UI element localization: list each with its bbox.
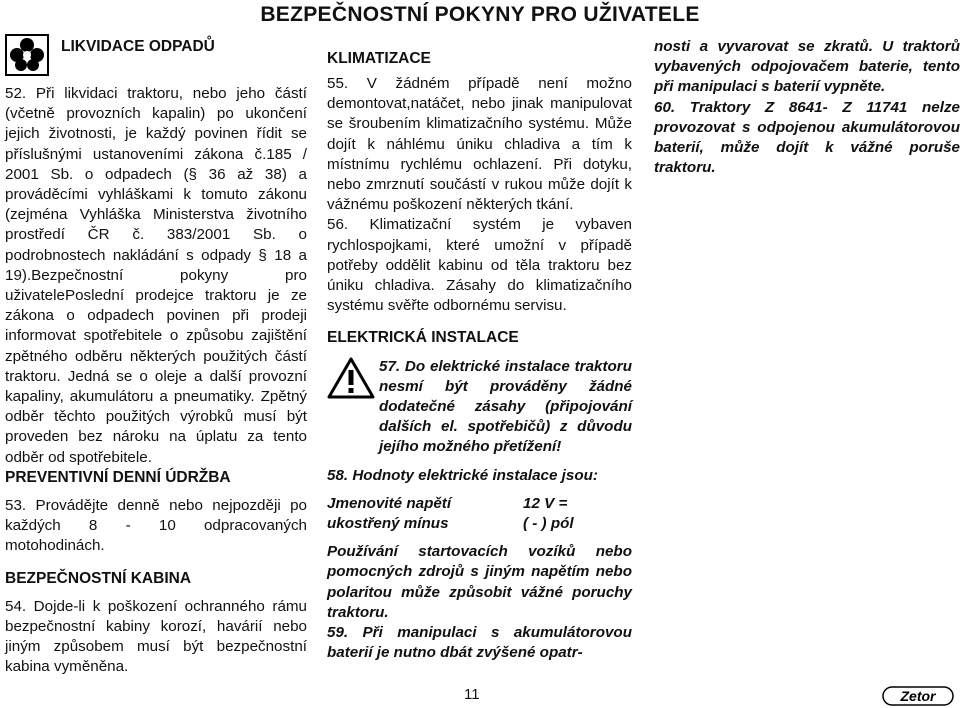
voltage-value: 12 V = [523,494,568,512]
warning-block [327,357,632,458]
page-number: 11 [464,686,480,703]
paragraph-60: 60. Traktory Z 8641- Z 11741 nelze provozovat s odpojenou akumulátorovou baterií, může dojít k vážné poruše traktoru. [654,98,960,177]
maintenance-heading: PREVENTIVNÍ DENNÍ ÚDRŽBA [5,468,231,486]
zetor-logo [882,686,954,706]
paragraph-59-continued: nosti a vyvarovat se zkratů. U traktorů vybavených odpojovačem baterie, tento při manipulaci s baterií vypněte. [654,38,960,96]
paragraph-59: 59. Při manipulaci s akumulátorovou baterií je nutno dbát zvýšené opatr- [327,624,632,662]
liquidation-header [5,34,305,76]
column-middle [327,74,632,663]
voltage-row [327,494,632,514]
cab-heading: BEZPEČNOSTNÍ KABINA [5,569,192,587]
electrical-heading: ELEKTRICKÁ INSTALACE [327,329,519,347]
start-carts-warning: Používání startovacích vozíků nebo pomocných zdrojů s jiným napětím nebo polaritou může způsobit vážné poruchy traktoru. [327,543,632,621]
paragraph-57: 57. Do elektrické instalace traktoru nesmí být prováděny žádné dodatečné zásahy (připojování dalších el. spotřebičů) z důvodu jejího možného přetížení! [379,357,632,456]
paragraph-55: 55. V žádném případě není možno demontovat,natáčet, nebo jinak manipulovat se šroubením klimatizačního systému. Může dojít k náhlému úniku chladiva a tím k místnímu rychlému ochlazení. Při dotyku, nebo zmrznutí součástí v rukou může dojít k vážnému poškození některých tkání. [327,75,632,214]
ground-value: ( - ) pól [523,515,574,533]
logo-text: Zetor [900,688,936,704]
ground-row [327,514,632,534]
warning-triangle-icon [327,357,375,399]
paragraph-54: 54. Dojde-li k poškození ochranného rámu bezpečnostní kabiny korozí, havárií nebo jiným způsobem musí být bezpečnostní kabina vyměněna. [5,597,307,676]
ground-label: ukostřený mínus [327,515,449,533]
paragraph-56: 56. Klimatizační systém je vybaven rychlospojkami, které umožní v případě potřeby oddělit kabinu od těla traktoru bez úniku chladiva. Zásahy do klimatizačního systému svěřte odbornému servisu. [327,216,632,315]
paragraph-53: 53. Provádějte denně nebo nejpozději po každých 8 - 10 odpracovaných motohodinách. [5,497,307,555]
page-title: BEZPEČNOSTNÍ POKYNY PRO UŽIVATELE [260,3,700,26]
column-left [5,84,307,678]
voltage-label: Jmenovité napětí [327,494,452,512]
paragraph-58: 58. Hodnoty elektrické instalace jsou: [327,466,598,484]
paragraph-52: 52. Při likvidaci traktoru, nebo jeho částí (včetně provozních kapalin) po ukončení jejich životnosti, je každý povinen řídit se příslušnými ustanoveními zákona č.185 / 2001 Sb. o odpadech (§ 36 až 38) a prováděcími vyhláškami k tomuto zákonu (zejména Vyhláška Ministerstva životního prostředí ČR č. 383/2001 Sb. o podrobnostech nakládání s odpady § 18 a 19).Bezpečnostní pokyny pro uživatelePoslední prodejce traktoru je ze zákona o odpadech povinen při prodeji informovat spotřebitele o způsobu zajištění zpětného odběru některých použitých částí traktoru. Jedná se o oleje a další provozní kapaliny, akumulátoru a pneumatiky. Zpětný odběr těchto použitých výrobků musí být proveden bez nároku na úplatu za tento odběr od spotřebitele. [5,85,307,466]
ac-heading: KLIMATIZACE [327,50,431,67]
column-right [654,37,960,178]
recycle-flower-icon [5,34,49,76]
liquidation-title: LIKVIDACE ODPADŮ [61,38,215,55]
